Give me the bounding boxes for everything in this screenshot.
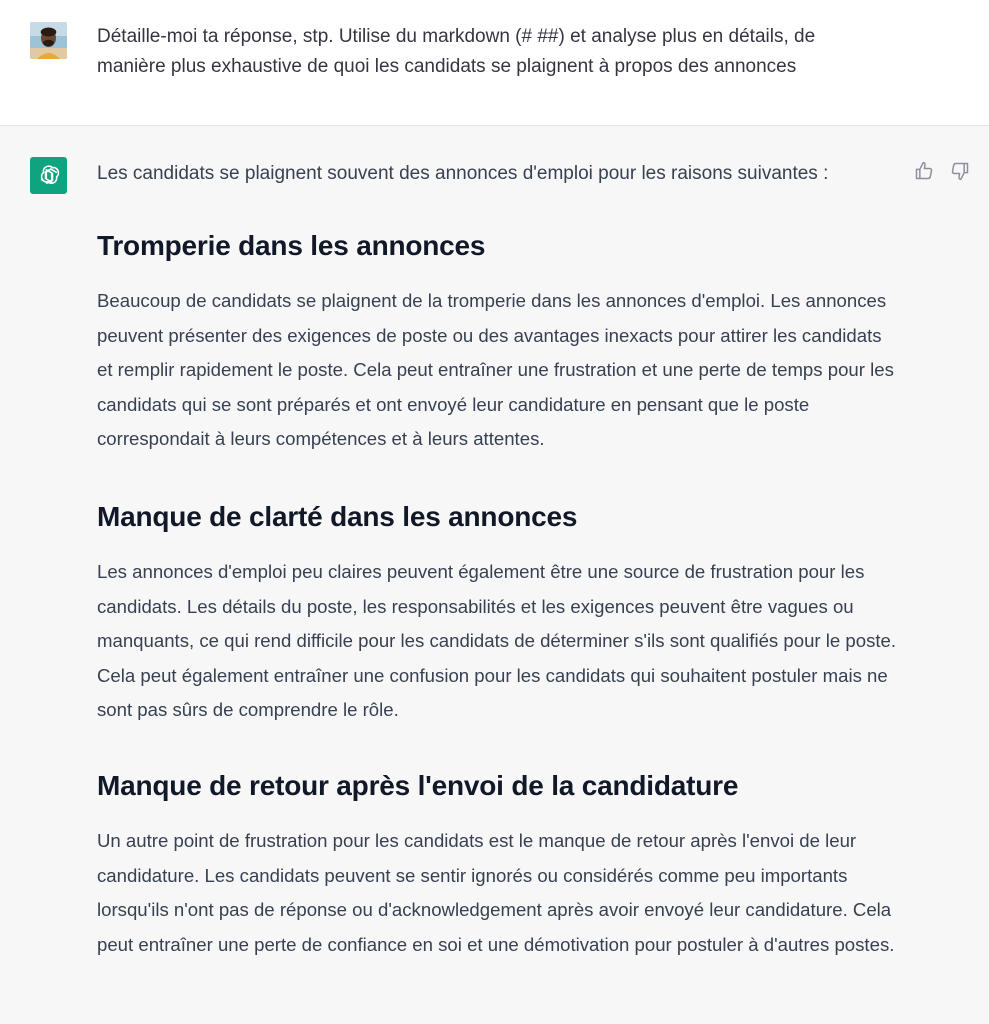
assistant-intro: Les candidats se plaignent souvent des annonces d'emploi pour les raisons suivantes : xyxy=(97,163,829,184)
assistant-avatar xyxy=(30,157,67,194)
user-message-text: Détaille-moi ta réponse, stp. Utilise du markdown (# ##) et analyse plus en détails, de manière plus exhaustive de quoi les candidats se plaignent à propos des annonces xyxy=(97,26,816,77)
assistant-message-block xyxy=(0,126,989,1024)
section-clarte xyxy=(97,499,902,728)
feedback-controls xyxy=(913,160,971,182)
section-body: Les annonces d'emploi peu claires peuvent également être une source de frustration pour les candidats. Les détails du poste, les responsabilités et les exigences peuvent être vagues ou manquants, ce qui rend difficile pour les candidats de déterminer s'ils sont qualifiés pour le poste. Cela peut également entraîner une confusion pour les candidats qui souhaitent postuler mais ne sont pas sûrs de comprendre le rôle. xyxy=(97,561,897,720)
section-retour xyxy=(97,768,902,962)
assistant-message-content xyxy=(97,158,902,955)
section-heading: Tromperie dans les annonces xyxy=(97,230,486,261)
thumbs-up-icon xyxy=(914,161,934,181)
section-tromperie xyxy=(97,228,902,457)
thumbs-down-icon xyxy=(950,161,970,181)
user-message-block xyxy=(0,0,989,126)
section-heading: Manque de retour après l'envoi de la candidature xyxy=(97,770,739,801)
user-avatar-photo-icon xyxy=(30,22,67,59)
section-heading: Manque de clarté dans les annonces xyxy=(97,501,578,532)
section-body: Un autre point de frustration pour les candidats est le manque de retour après l'envoi de leur candidature. Les candidats peuvent se sentir ignorés ou considérés comme peu importants lorsqu'ils n'ont pas de réponse ou d'acknowledgement après avoir envoyé leur candidature. Cela peut entraîner une perte de confiance en soi et une démotivation pour postuler à d'autres postes. xyxy=(97,830,895,955)
section-body: Beaucoup de candidats se plaignent de la tromperie dans les annonces d'emploi. Les annonces peuvent présenter des exigences de poste ou des avantages inexacts pour attirer les candidats et remplir rapidement le poste. Cela peut entraîner une frustration et une perte de temps pour les candidats qui se sont préparés et ont envoyé leur candidature en pensant que le poste correspondait à leurs compétences et à leurs attentes. xyxy=(97,290,894,449)
openai-logo-icon xyxy=(36,163,62,189)
thumbs-down-button[interactable] xyxy=(949,160,971,182)
thumbs-up-button[interactable] xyxy=(913,160,935,182)
user-avatar xyxy=(30,22,67,59)
